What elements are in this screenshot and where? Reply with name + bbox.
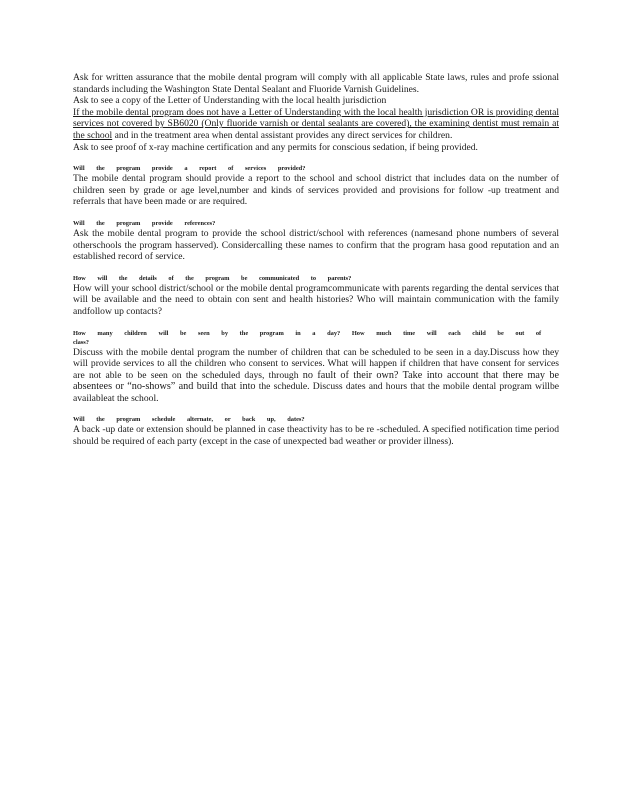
section-body [73, 347, 559, 405]
section-report [73, 164, 559, 208]
section-heading: Will the program provide references? [73, 219, 216, 227]
section-heading: Will the program provide a report of services provided? [73, 165, 306, 173]
body-part-a: Discuss with the mobile dental program the number of children that can be scheduled to be seen in a day.Discuss how they will provide services to all the children who consent to services. What will happen if children that have consent for services are not able to be seen on the scheduled days, through [73, 346, 559, 381]
intro-written-assurance: Ask for written assurance that the mobile dental program will comply with all applicable State laws, rules and profe ssional standards including the Washington State Dental Sealant and Fluoride Varnish Guidelines. [73, 72, 559, 95]
section-body: How will your school district/school or the mobile dental programcommunicate with parents regarding the dental services that will be available and the need to obtain con sent and health histories? Who will maintain communication with the family andfollow up contacts? [73, 282, 559, 317]
section-body: The mobile dental program should provide a report to the school and school district that includes data on the number of children seen by grade or age level,number and kinds of services provided and provisions for follow -up treatment and referrals that have been made or are required. [73, 173, 559, 208]
section-heading: How many children will be seen by the program in a day? How much time will each child be out of class? [73, 329, 542, 346]
section-body: Ask the mobile dental program to provide the school district/school with references (namesand phone numbers of several otherschools the program hasserved). Considercalling these names to confirm that the program hasa good reputation and an established record of service. [73, 227, 559, 263]
section-communication [73, 274, 559, 318]
section-references [73, 219, 559, 263]
section-heading: How will the details of the program be communicated to parents? [73, 274, 352, 282]
section-scheduling [73, 329, 559, 405]
intro-letter-of-understanding: Ask to see a copy of the Letter of Understanding with the local health jurisdiction [73, 95, 387, 107]
body-part-b: no fault of their own? Take into account that there may be absentees or “no-shows” and build that into [73, 369, 559, 393]
section-backup-dates [73, 415, 559, 447]
body-part-c: the schedule. Discuss dates and hours that the mobile dental program willbe availableat the school. [73, 381, 559, 404]
requirement-rest: and in the treatment area when dental assistant provides any direct services for children. [112, 129, 453, 141]
intro-dentist-requirement [73, 107, 559, 142]
section-heading: Will the program schedule alternate, or back up, dates? [73, 416, 305, 424]
intro-xray-certification: Ask to see proof of x-ray machine certification and any permits for conscious sedation, if being provided. [73, 141, 478, 153]
document-page [73, 72, 559, 448]
underlined-requirement: If the mobile dental program does not have a Letter of Understanding with the local health jurisdiction OR is providing dental services not covered by SB6020 (Only fluoride varnish or dental sealants are covered), the examining dentist must remain at the school [73, 106, 559, 141]
section-body: A back -up date or extension should be planned in case theactivity has to be re -scheduled. A specified notification time period should be required of each party (except in the case of unexpected bad weather or provider illness). [73, 424, 559, 448]
